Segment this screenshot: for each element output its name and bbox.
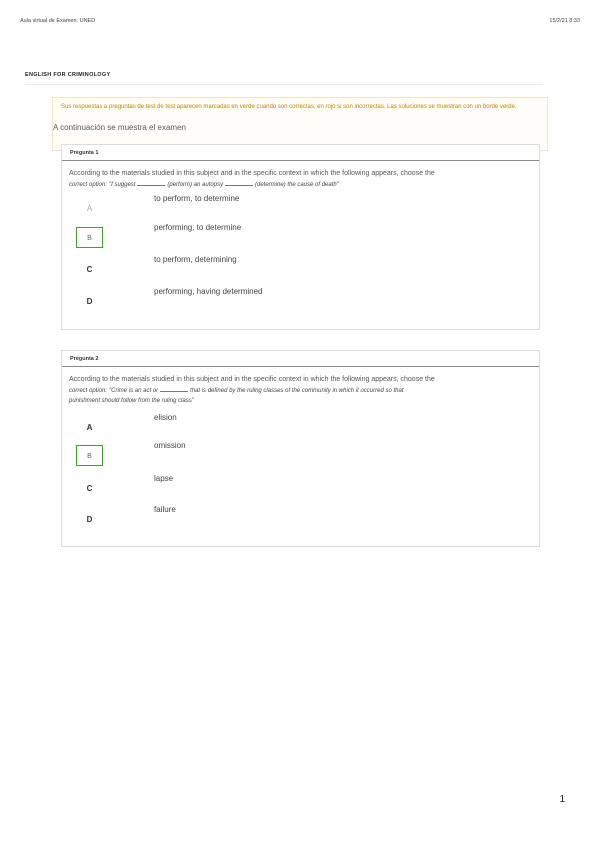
question-label: Pregunta 1 bbox=[62, 145, 539, 161]
answer-option-b[interactable] bbox=[62, 223, 539, 251]
question-stem bbox=[69, 169, 533, 190]
exam-intro: A continuación se muestra el examen bbox=[53, 123, 186, 132]
option-letter[interactable]: D bbox=[86, 515, 93, 524]
title-divider bbox=[25, 84, 543, 85]
stem-part-c: (determine) the cause of death" bbox=[254, 182, 339, 188]
stem-part-b: that is defined by the ruling classes of the community in which it occurred so that bbox=[190, 388, 404, 394]
stem-blank bbox=[160, 385, 188, 392]
answer-option-c[interactable] bbox=[62, 474, 539, 502]
page-number: 1 bbox=[559, 794, 565, 805]
question-card bbox=[61, 144, 540, 330]
option-text: performing, to determine bbox=[154, 223, 242, 232]
answer-option-a[interactable] bbox=[62, 194, 539, 222]
print-header bbox=[20, 18, 580, 28]
stem-prefix: correct option: bbox=[69, 388, 108, 394]
stem-blank bbox=[225, 179, 253, 186]
option-text: to perform, to determine bbox=[154, 194, 240, 203]
option-text: lapse bbox=[154, 474, 174, 483]
answer-option-b[interactable] bbox=[62, 441, 539, 469]
option-letter-correct[interactable]: B bbox=[76, 227, 103, 248]
question-label: Pregunta 2 bbox=[62, 351, 539, 367]
course-title: ENGLISH FOR CRIMINOLOGY bbox=[25, 72, 111, 78]
print-datetime: 15/2/21 8:33 bbox=[549, 18, 580, 24]
site-title: Aula virtual de Examen. UNED bbox=[20, 18, 96, 24]
option-letter[interactable]: A bbox=[86, 423, 93, 432]
answer-option-a[interactable] bbox=[62, 413, 539, 441]
option-text: failure bbox=[154, 505, 176, 514]
stem-part-a: "Crime is an act or bbox=[108, 388, 159, 394]
question-card bbox=[61, 350, 540, 547]
option-letter-correct[interactable]: B bbox=[76, 445, 103, 466]
stem-prefix: correct option: bbox=[69, 182, 108, 188]
answer-option-d[interactable] bbox=[62, 287, 539, 315]
option-letter[interactable]: C bbox=[86, 484, 93, 493]
option-text: elision bbox=[154, 413, 177, 422]
question-stem bbox=[69, 375, 533, 406]
stem-part-c: punishment should follow from the ruling class" bbox=[69, 398, 194, 404]
stem-main: According to the materials studied in this subject and in the specific context in which the following appears, choose the bbox=[69, 376, 435, 383]
notice-text: Sus respuestas a preguntas de test de test aparecen marcadas en verde cuando son correctas, en rojo si son incorrectas. Las soluciones se muestran con un borde verde. bbox=[61, 104, 517, 110]
option-letter[interactable]: A bbox=[86, 204, 93, 213]
stem-part-a: "I suggest bbox=[108, 182, 136, 188]
answer-option-c[interactable] bbox=[62, 255, 539, 283]
option-text: to perform, determining bbox=[154, 255, 237, 264]
stem-main: According to the materials studied in this subject and in the specific context in which the following appears, choose the bbox=[69, 170, 435, 177]
stem-part-b: (perform) an autopsy bbox=[167, 182, 224, 188]
stem-blank bbox=[137, 179, 165, 186]
option-letter[interactable]: C bbox=[86, 265, 93, 274]
answer-option-d[interactable] bbox=[62, 505, 539, 533]
results-notice bbox=[52, 97, 548, 151]
option-text: omission bbox=[154, 441, 186, 450]
option-letter[interactable]: D bbox=[86, 297, 93, 306]
option-text: performing, having determined bbox=[154, 287, 263, 296]
